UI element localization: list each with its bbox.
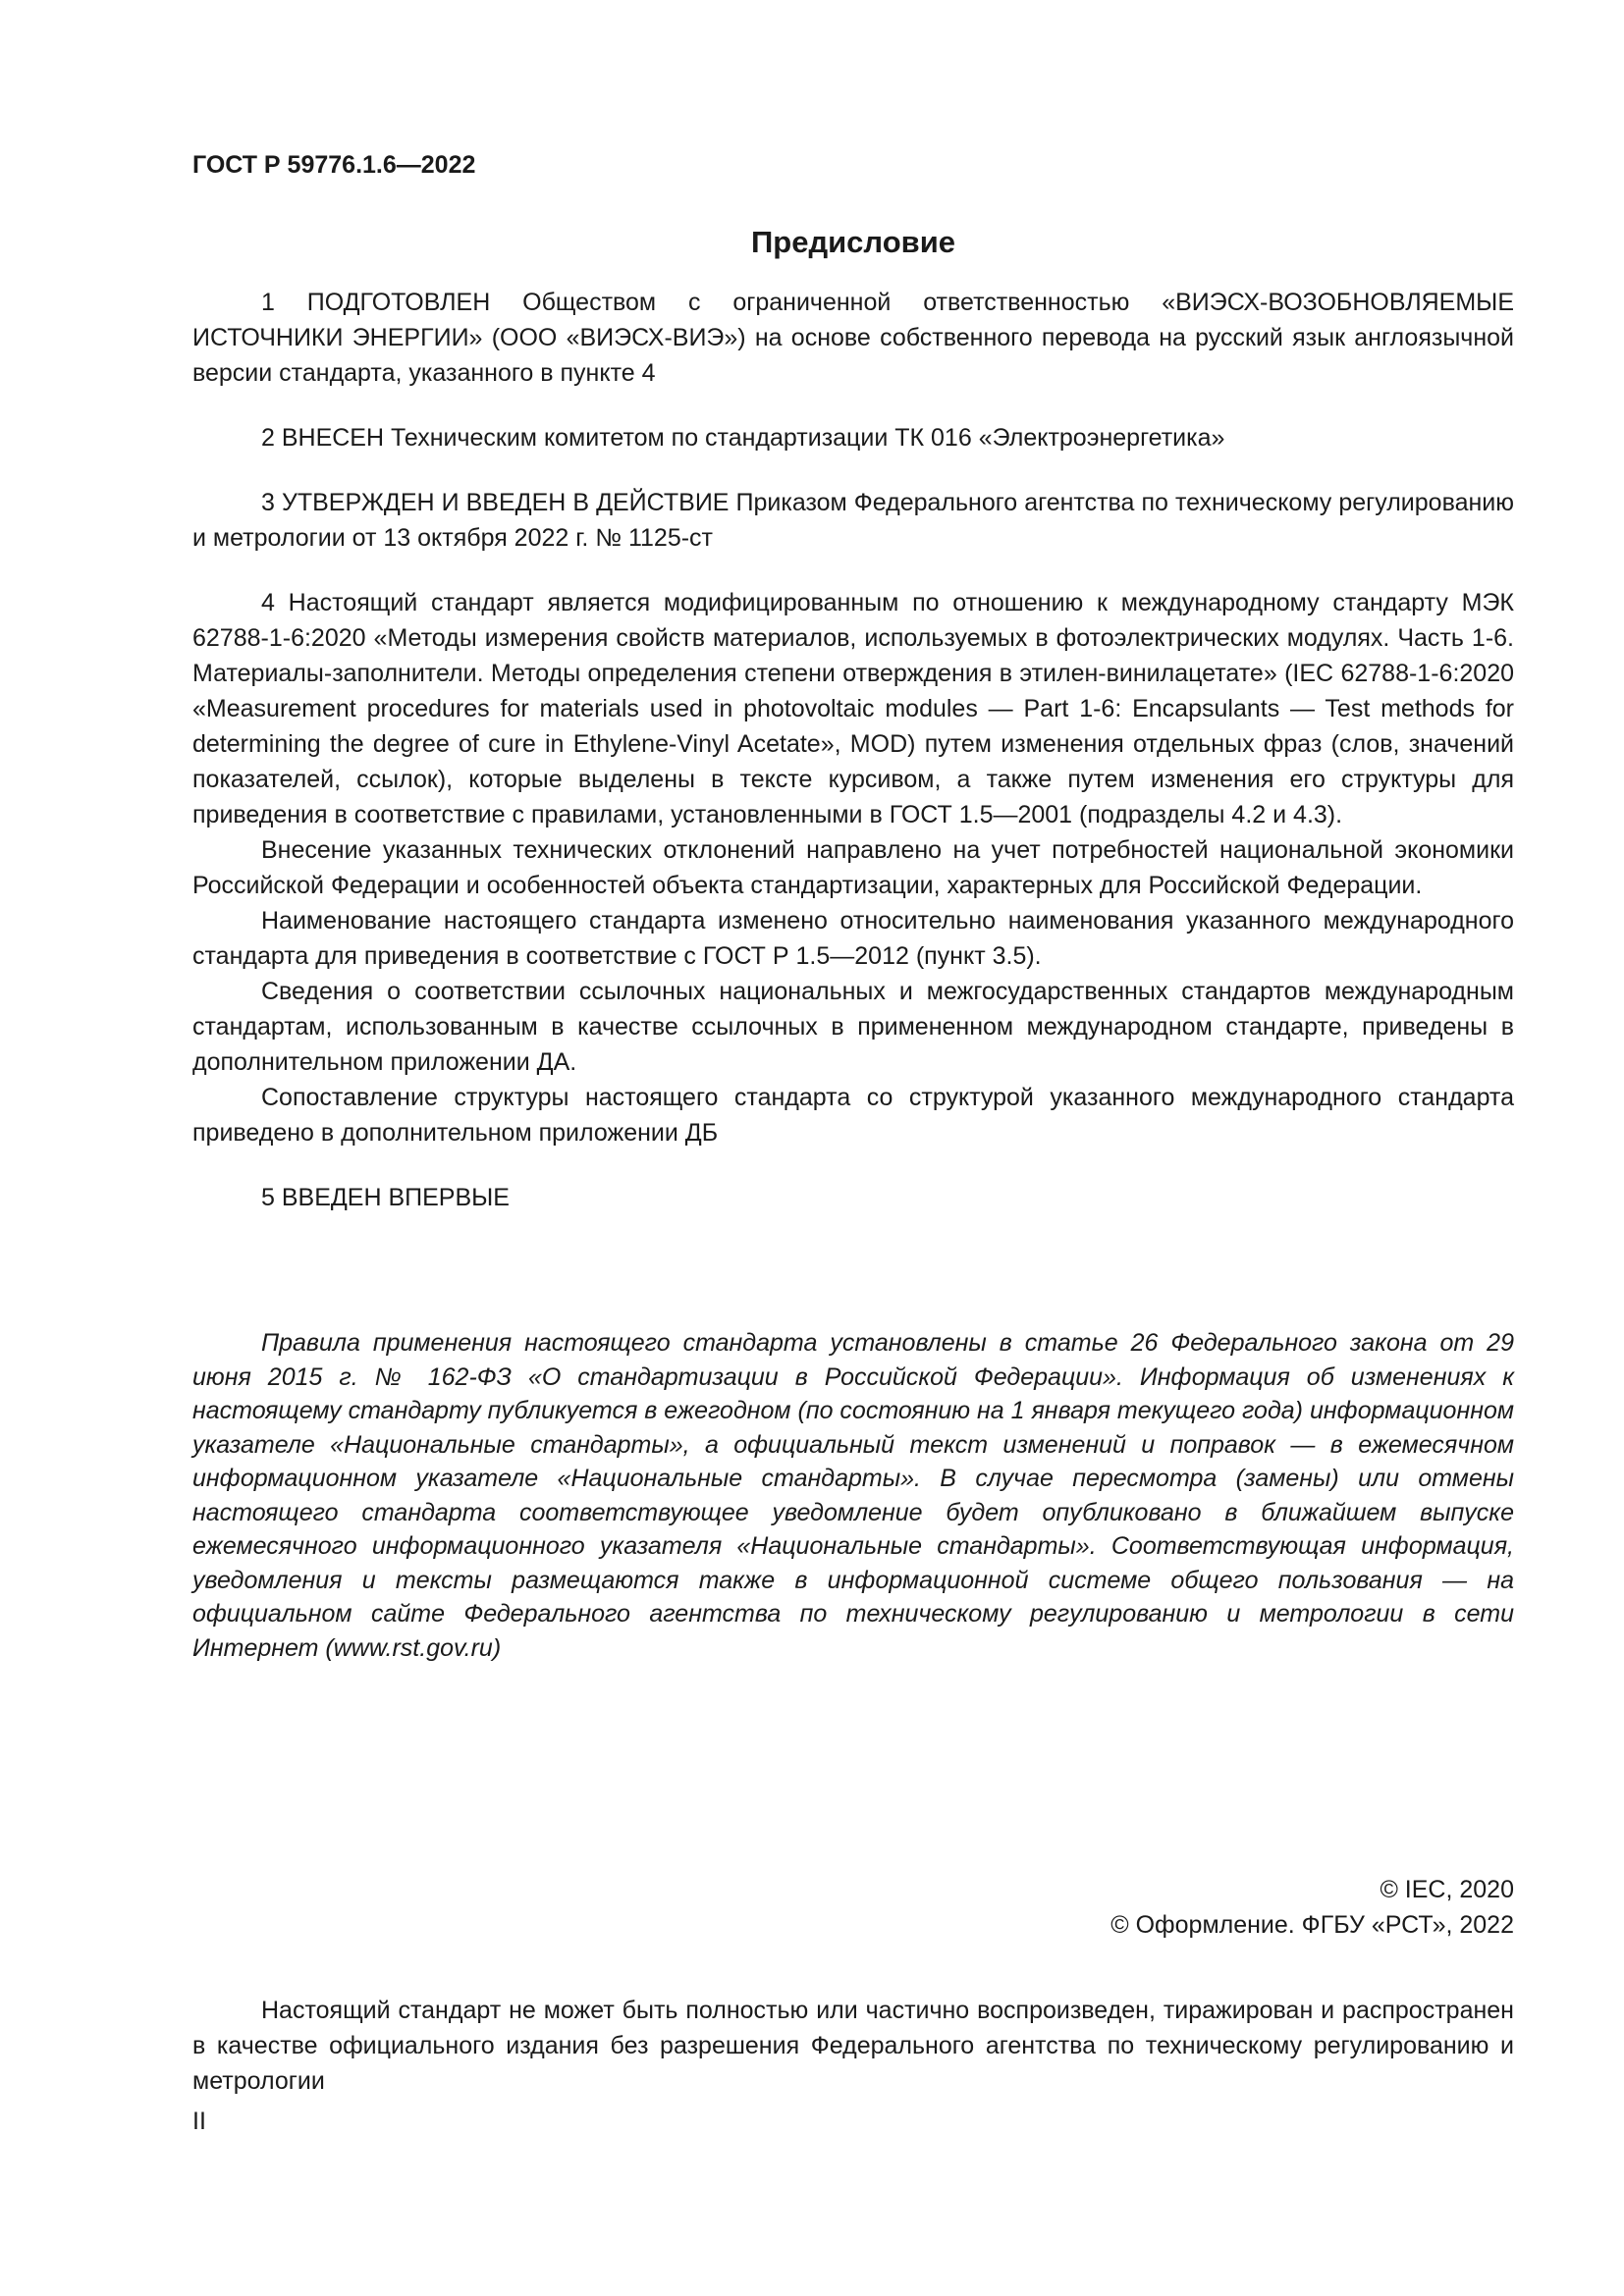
copyright-iec: © IEC, 2020 — [1380, 1876, 1514, 1903]
paragraph-structure: Сопоставление структуры настоящего стандарта со структурой указанного международного стандарта приведено в дополнительном приложении ДБ — [192, 1084, 1514, 1147]
page-number: II — [192, 2108, 206, 2135]
copyright-design: © Оформление. ФГБУ «РСТ», 2022 — [1110, 1911, 1514, 1939]
paragraph-name-change: Наименование настоящего стандарта изменено относительно наименования указанного международного стандарта для приведения в соответствие с ГОСТ Р 1.5—2012 (пункт 3.5). — [192, 907, 1514, 970]
paragraph-approved: 3 УТВЕРЖДЕН И ВВЕДЕН В ДЕЙСТВИЕ Приказом Федерального агентства по техническому регулированию и метрологии от 13 октября 2022 г. № 1125-ст — [192, 489, 1514, 552]
paragraph-deviations: Внесение указанных технических отклонений направлено на учет потребностей национальной экономики Российской Федерации и особенностей объекта стандартизации, характерных для Российской Федерации. — [192, 836, 1514, 899]
paragraph-prepared: 1 ПОДГОТОВЛЕН Обществом с ограниченной ответственностью «ВИЭСХ-ВОЗОБНОВЛЯЕМЫЕ ИСТОЧНИКИ ЭНЕРГИИ» (ООО «ВИЭСХ-ВИЭ») на основе собственного перевода на русский язык англоязычной версии стандарта, указанного в пункте 4 — [192, 289, 1514, 387]
foreword-body — [192, 285, 1514, 1215]
paragraph-submitted: 2 ВНЕСЕН Техническим комитетом по стандартизации ТК 016 «Электроэнергетика» — [261, 424, 1225, 452]
page-title: Предисловие — [750, 225, 955, 259]
rules-notice: Правила применения настоящего стандарта установлены в статье 26 Федерального закона от 29 июня 2015 г. № 162-ФЗ «О стандартизации в Российской Федерации». Информация об изменениях к настоящему стандарту публикуется в ежегодном (по состоянию на 1 января текущего года) информационном указателе «Национальные стандарты», а официальный текст изменений и поправок — в ежемесячном информационном указателе «Национальные стандарты». В случае пересмотра (замены) или отмены настоящего стандарта соответствующее уведомление будет опубликовано в ближайшем выпуске ежемесячного информационного указателя «Национальные стандарты». Соответствующая информация, уведомления и тексты размещаются также в информационной системе общего пользования — на официальном сайте Федерального агентства по техническому регулированию и метрологии в сети Интернет (www.rst.gov.ru) — [192, 1329, 1515, 1662]
paragraph-references: Сведения о соответствии ссылочных национальных и межгосударственных стандартов международным стандартам, использованным в качестве ссылочных в примененном международном стандарте, приведены в дополнительном приложении ДА. — [192, 978, 1514, 1076]
paragraph-first-introduced: 5 ВВЕДЕН ВПЕРВЫЕ — [261, 1184, 510, 1211]
document-code: ГОСТ Р 59776.1.6—2022 — [192, 151, 476, 179]
copyright-block — [1110, 1872, 1514, 1943]
reproduction-notice: Настоящий стандарт не может быть полностью или частично воспроизведен, тиражирован и распространен в качестве официального издания без разрешения Федерального агентства по техническому регулированию и метрологии — [192, 1997, 1514, 2095]
paragraph-modification: 4 Настоящий стандарт является модифицированным по отношению к международному стандарту МЭК 62788-1-6:2020 «Методы измерения свойств материалов, используемых в фотоэлектрических модулях. Часть 1-6. Материалы-заполнители. Методы определения степени отверждения в этилен-винилацетате» (IEC 62788-1-6:2020 «Measurement procedures for materials used in photovoltaic modules — Part 1-6: Encapsulants — Test methods for determining the degree of cure in Ethylene-Vinyl Acetate», MOD) путем изменения отдельных фраз (слов, значений показателей, ссылок), которые выделены в тексте курсивом, а также путем изменения его структуры для приведения в соответствие с правилами, установленными в ГОСТ 1.5—2001 (подразделы 4.2 и 4.3). — [192, 589, 1514, 828]
